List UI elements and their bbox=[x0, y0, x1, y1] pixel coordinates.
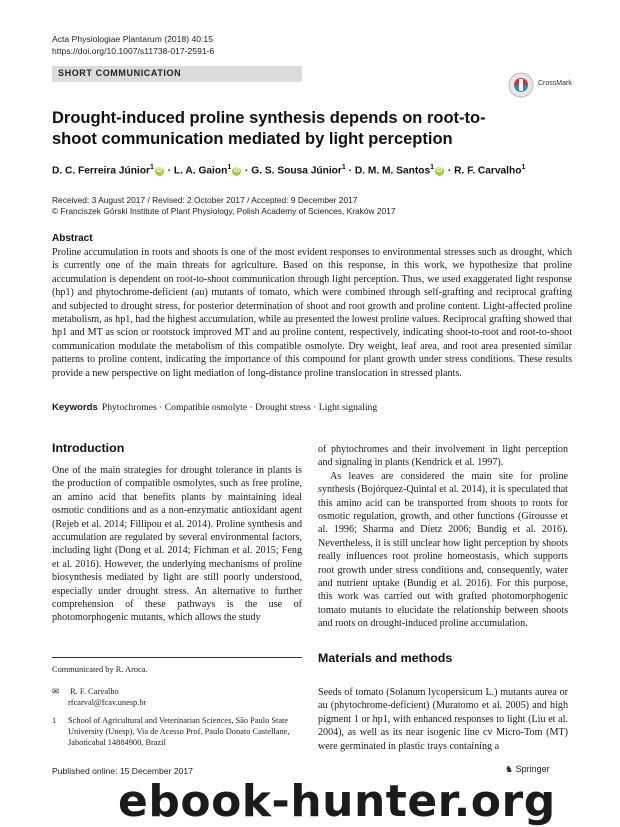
keywords-text: Phytochromes · Compatible osmolyte · Drought stress · Light signaling bbox=[101, 402, 378, 413]
author-affiliation-mark: 1 bbox=[341, 164, 346, 171]
corresponding-author bbox=[52, 686, 302, 708]
published-online: Published online: 15 December 2017 bbox=[52, 766, 193, 776]
author-affiliation-mark: 1 bbox=[227, 164, 232, 171]
author-separator: · bbox=[345, 165, 355, 177]
author-name: D. M. M. Santos bbox=[354, 165, 431, 177]
author-affiliation-mark: 1 bbox=[430, 164, 435, 171]
abstract-heading: Abstract bbox=[52, 233, 93, 244]
corresponding-author-name: R. F. Carvalho bbox=[70, 687, 119, 696]
affiliation-text: School of Agricultural and Veterinarian Sciences, São Paulo State University (Unesp), Via de Acesso Prof. Paulo Donato Castellane, Jaboticabal 14884900, Brazil bbox=[68, 716, 290, 747]
orcid-icon[interactable]: iD bbox=[233, 168, 240, 175]
crossmark-label: CrossMark bbox=[538, 80, 572, 87]
author-list bbox=[52, 164, 572, 176]
author-name: L. A. Gaion bbox=[173, 165, 228, 177]
methods-heading: Materials and methods bbox=[318, 651, 453, 665]
orcid-icon[interactable]: iD bbox=[156, 168, 163, 175]
crossmark-icon bbox=[508, 72, 534, 98]
author-name: G. S. Sousa Júnior bbox=[251, 165, 342, 177]
author-affiliation-mark: 1 bbox=[149, 164, 154, 171]
communicated-by: Communicated by R. Aroca. bbox=[52, 665, 148, 674]
springer-label: Springer bbox=[515, 764, 550, 774]
author-separator: · bbox=[164, 165, 174, 177]
footnote-divider bbox=[52, 657, 302, 658]
doi-link[interactable]: https://doi.org/10.1007/s11738-017-2591-6 bbox=[52, 46, 215, 56]
orcid-icon[interactable]: iD bbox=[436, 168, 443, 175]
abstract-text: Proline accumulation in roots and shoots is one of the most evident responses to environmental stresses such as drought, which is currently one of the main threats for agriculture. Based on this response, in this work, we hypothesize that proline accumulation is dependent on root-to-shoot communication through light perception. Thus, we used exaggerated light response (hp1) and phytochrome-deficient (au) mutants of tomato, which were combined through self-grafting and reciprocal grafting and subjected to drought stress, for posterior determination of shoot and root growth and proline content. Light-affected proline metabolism, as hp1, had the highest accumulation, while au presented the lowest proline values. Reciprocal grafting showed that hp1 and MT as scion or rootstock improved MT and au proline content, respectively, indicating shoot-to-root and root-to-shoot communication modulate the metabolism of this compatible osmolyte. Dry weight, leaf area, and root area presented similar patterns to proline content, indicating the importance of this compound for plant growth under stress conditions. These results provide a new perspective on light mediation of long-distance proline translocation in stressed plants. bbox=[52, 247, 572, 379]
keywords-label: Keywords bbox=[52, 402, 98, 413]
introduction-left-text: One of the main strategies for drought tolerance in plants is the production of compatible osmolytes, such as free proline, an amino acid that benefits plants by maintaining ideal osmotic conditions and as a non-enzymatic antioxidant agent (Rejeb et al. 2014; Fillipou et al. 2014). Proline synthesis and accumulation are regulated by several environmental factors, including light (Dong et al. 2014; Fichman et al. 2015; Feng et al. 2016). However, the underlying mechanisms of proline biosynthesis mediated by light are still poorly understood, especially under drought stress. An alternative to further comprehension of these pathways is the use of photomorphogenic mutants, which allows the study bbox=[52, 465, 302, 624]
article-dates: Received: 3 August 2017 / Revised: 2 October 2017 / Accepted: 9 December 2017 bbox=[52, 195, 358, 205]
springer-horse-icon: ♞ bbox=[505, 764, 514, 774]
introduction-right-text-1: of phytochromes and their involvement in light perception and signaling in plants (Kendrick et al. 1997). bbox=[318, 444, 568, 469]
author-affiliation-mark: 1 bbox=[521, 164, 526, 171]
introduction-right-text-2: As leaves are considered the main site for proline synthesis (Bojórquez-Quintal et al. 2014), it is speculated that this amino acid can be transported from shoots to roots for osmotic regulation, growth, and other functions (Girousse et al. 1996; Sharma and Dietz 2006; Bundig et al. 2016). Nevertheless, it is still unclear how light perception by shoots really influences root proline homeostasis, which supports root growth under stress conditions and, consequently, water and nutrient uptake (Bundig et al. 2016). For this purpose, this work was carried out with grafted photomorphogenic tomato mutants to elucidate the relationship between shoots and roots on drought-induced proline accumulation. bbox=[318, 470, 568, 630]
introduction-heading: Introduction bbox=[52, 441, 125, 455]
corresponding-author-email[interactable]: rfcarval@fcav.unesp.br bbox=[68, 698, 147, 707]
watermark: ebook-hunter.org bbox=[118, 776, 556, 827]
author-separator: · bbox=[445, 165, 455, 177]
introduction-right-column bbox=[318, 443, 568, 631]
author-name: R. F. Carvalho bbox=[454, 165, 522, 177]
author-name: D. C. Ferreira Júnior bbox=[52, 165, 150, 177]
envelope-icon: ✉ bbox=[52, 687, 60, 696]
affiliation-number: 1 bbox=[52, 716, 57, 725]
article-type-banner bbox=[52, 66, 302, 82]
paper-title: Drought-induced proline synthesis depends on root-to-shoot communication mediated by light perception bbox=[52, 109, 486, 148]
journal-citation: Acta Physiologiae Plantarum (2018) 40:15 bbox=[52, 34, 213, 44]
copyright-line: © Franciszek Górski Institute of Plant Physiology, Polish Academy of Sciences, Kraków 2017 bbox=[52, 206, 396, 216]
methods-text: Seeds of tomato (Solanum lycopersicum L.) mutants aurea or au (phytochrome-deficient) (Muratomo et al. 2005) and high pigment 1 or hp1, with enhanced responses to light (Liu et al. 2004), as well as its near isogenic line cv Micro-Tom (MT) were germinated in plastic trays containing a bbox=[318, 687, 568, 752]
crossmark-badge[interactable] bbox=[508, 70, 578, 104]
springer-logo bbox=[505, 764, 550, 775]
article-type-label: SHORT COMMUNICATION bbox=[58, 68, 182, 78]
author-separator: · bbox=[242, 165, 252, 177]
keywords bbox=[52, 402, 572, 413]
